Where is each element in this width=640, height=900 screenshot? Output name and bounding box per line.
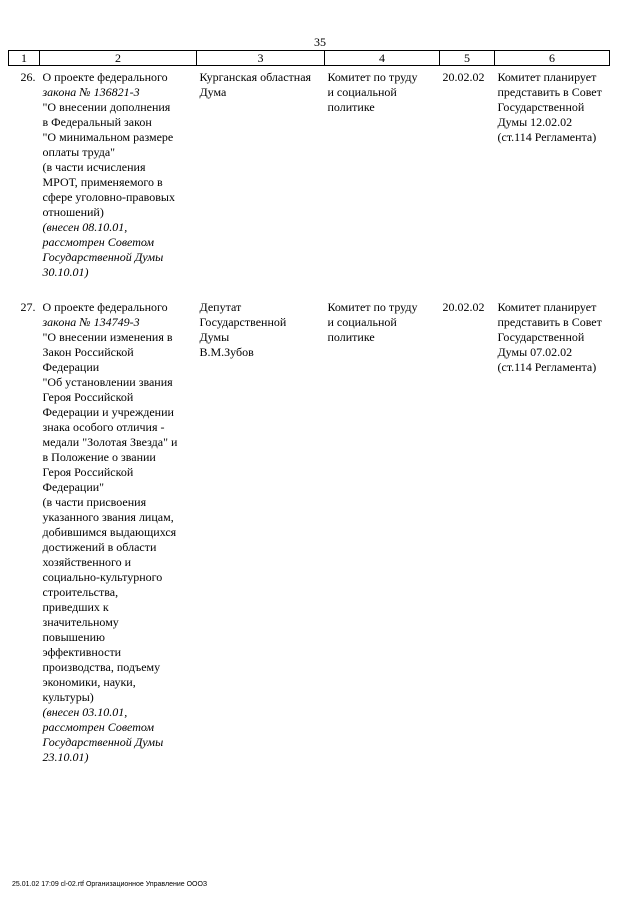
bill-note-line: Государственной Думы: [42, 250, 164, 264]
bill-title-line: Закон Российской: [42, 345, 134, 359]
bill-title-line: добившимся выдающихся: [42, 525, 177, 539]
bill-title-line: социально-культурного: [42, 570, 163, 584]
committee-line: Комитет по труду: [327, 70, 418, 84]
bill-title-line: хозяйственного и: [42, 555, 132, 569]
initiator-line: Думы: [199, 330, 230, 344]
committee-cell: [325, 66, 440, 301]
bill-title-line: в Положение о звании: [42, 450, 156, 464]
bill-title-line: эффективности: [42, 645, 122, 659]
bill-title-line: повышению: [42, 630, 106, 644]
initiator-line: Дума: [199, 85, 227, 99]
bill-title-line: достижений в области: [42, 540, 157, 554]
bill-title-line: в Федеральный закон: [42, 115, 152, 129]
plan-line: Государственной: [497, 330, 585, 344]
bill-title-line: (в части присвоения: [42, 495, 147, 509]
bill-title-cell: [40, 66, 197, 301]
bill-title-line: строительства,: [42, 585, 119, 599]
initiator-cell: [197, 300, 325, 765]
date-cell: 20.02.02: [442, 300, 485, 314]
bill-title-line: Федерации и учреждении: [42, 405, 174, 419]
bill-note-line: рассмотрен Советом: [42, 235, 155, 249]
plan-cell: [495, 66, 610, 301]
table-row: [9, 300, 610, 765]
column-number-header-row: [9, 51, 610, 66]
bill-title-line: отношений): [42, 205, 104, 219]
plan-line: (ст.114 Регламента): [497, 130, 597, 144]
column-header-4: 4: [325, 51, 440, 66]
plan-line: Думы 12.02.02: [497, 115, 573, 129]
plan-line: (ст.114 Регламента): [497, 360, 597, 374]
bill-title-line: знака особого отличия -: [42, 420, 165, 434]
initiator-cell: [197, 66, 325, 301]
initiator-line: В.М.Зубов: [199, 345, 254, 359]
bill-title-line: сфере уголовно-правовых: [42, 190, 175, 204]
bill-title-line: указанного звания лицам,: [42, 510, 174, 524]
table-row: [9, 66, 610, 301]
bill-note-line: рассмотрен Советом: [42, 720, 155, 734]
bill-title-line: приведших к: [42, 600, 109, 614]
bill-title-line: "О внесении изменения в: [42, 330, 173, 344]
bill-title-line: медали "Золотая Звезда" и: [42, 435, 178, 449]
bill-title-line: О проекте федерального: [42, 70, 168, 84]
initiator-line: Курганская областная: [199, 70, 312, 84]
bill-title-line: экономики, науки,: [42, 675, 136, 689]
bill-title-cell: [40, 300, 197, 765]
bill-note-line: 23.10.01): [42, 750, 89, 764]
bills-table: [8, 50, 610, 765]
row-number: 27.: [20, 300, 36, 314]
bill-note-line: Государственной Думы: [42, 735, 164, 749]
plan-line: представить в Совет: [497, 85, 602, 99]
initiator-line: Депутат: [199, 300, 242, 314]
committee-line: политике: [327, 330, 375, 344]
bill-note-line: (внесен 03.10.01,: [42, 705, 128, 719]
committee-line: Комитет по труду: [327, 300, 418, 314]
date-cell: 20.02.02: [442, 70, 485, 84]
bill-title-line: МРОТ, применяемого в: [42, 175, 163, 189]
bill-title-line: производства, подъему: [42, 660, 161, 674]
plan-line: Комитет планирует: [497, 70, 597, 84]
column-header-5: 5: [440, 51, 495, 66]
bill-title-line: "Об установлении звания: [42, 375, 173, 389]
column-header-1: 1: [9, 51, 40, 66]
initiator-line: Государственной: [199, 315, 287, 329]
bill-note-line: (внесен 08.10.01,: [42, 220, 128, 234]
committee-cell: [325, 300, 440, 765]
plan-cell: [495, 300, 610, 765]
bill-title-line: оплаты труда": [42, 145, 116, 159]
bill-title-line: "О минимальном размере: [42, 130, 174, 144]
column-header-6: 6: [495, 51, 610, 66]
bill-title-line: культуры): [42, 690, 94, 704]
row-number: 26.: [20, 70, 36, 84]
bill-title-line: Героя Российской: [42, 465, 134, 479]
bill-title-line: (в части исчисления: [42, 160, 146, 174]
page-number: 35: [314, 35, 326, 49]
plan-line: Комитет планирует: [497, 300, 597, 314]
plan-line: Думы 07.02.02: [497, 345, 573, 359]
committee-line: и социальной: [327, 315, 397, 329]
page-footer: 25.01.02 17:09 cl-02.rtf Организационное Управление ОООЗ: [12, 881, 208, 888]
plan-line: представить в Совет: [497, 315, 602, 329]
bill-title-line: Федерации": [42, 480, 105, 494]
column-header-2: 2: [40, 51, 197, 66]
bill-title-line: "О внесении дополнения: [42, 100, 171, 114]
committee-line: и социальной: [327, 85, 397, 99]
bill-number: закона № 136821-3: [42, 85, 140, 99]
committee-line: политике: [327, 100, 375, 114]
bill-title-line: Героя Российской: [42, 390, 134, 404]
plan-line: Государственной: [497, 100, 585, 114]
column-header-3: 3: [197, 51, 325, 66]
bill-title-line: значительному: [42, 615, 119, 629]
bill-note-line: 30.10.01): [42, 265, 89, 279]
bill-title-line: О проекте федерального: [42, 300, 168, 314]
bill-title-line: Федерации: [42, 360, 100, 374]
bill-number: закона № 134749-3: [42, 315, 140, 329]
